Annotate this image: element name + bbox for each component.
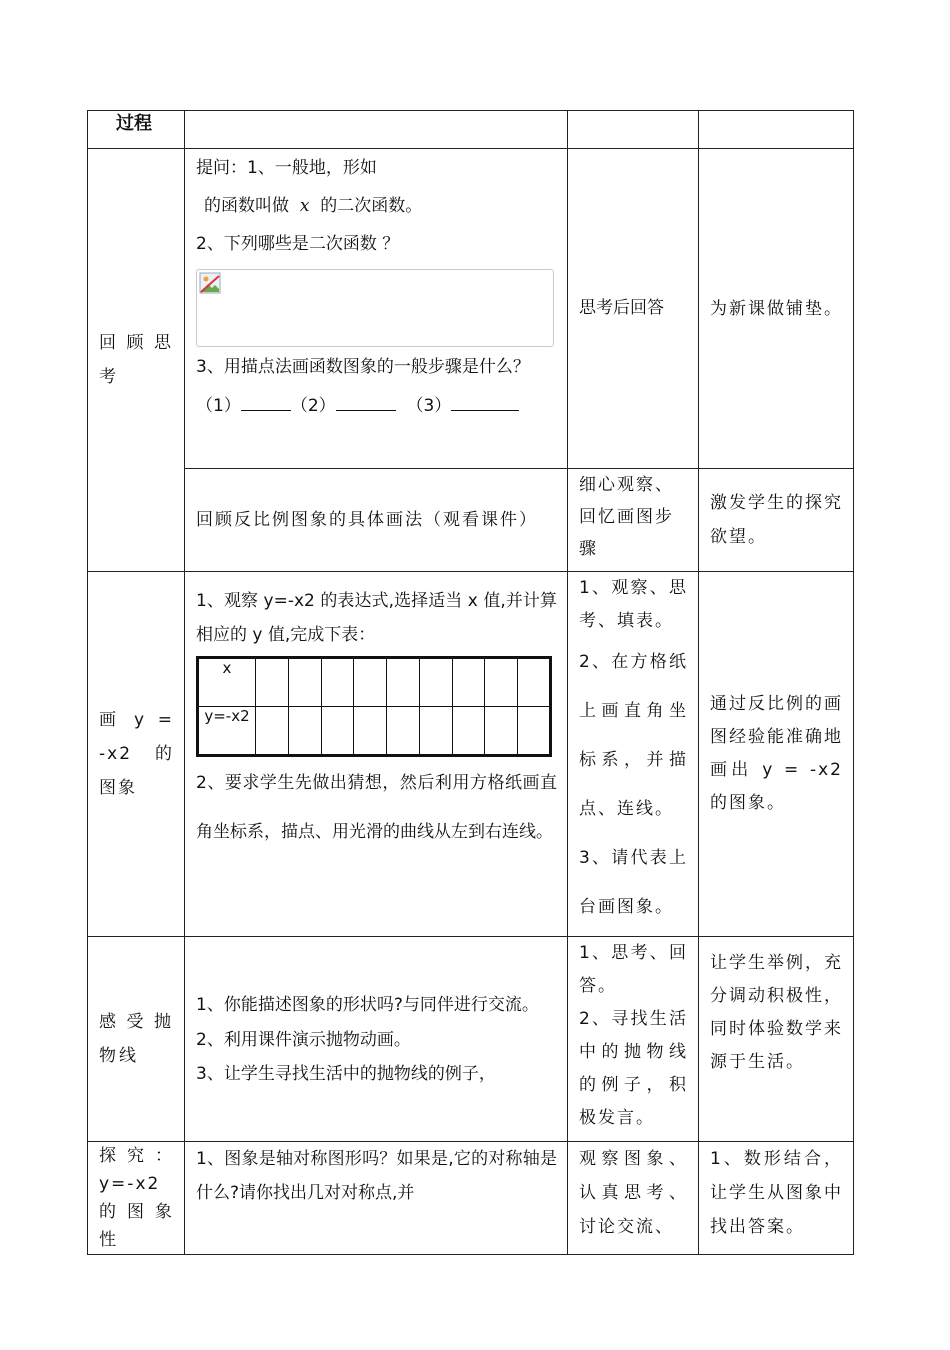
value-table-cell[interactable] <box>256 658 289 707</box>
purpose-cell-review <box>699 149 854 469</box>
content-cell-explore <box>185 1142 568 1255</box>
student-item-2: 2、在方格纸上画直角坐标系，并描点、连线。 <box>579 652 688 819</box>
question-1: 提问：1、一般地，形如 <box>196 158 377 178</box>
inverse-text: 回顾反比例图象的具体画法（观看课件） <box>196 510 538 530</box>
stage-cell-draw <box>88 572 185 937</box>
value-table-cell[interactable] <box>288 658 321 707</box>
value-table-cell[interactable] <box>321 707 354 756</box>
explore-text: 1、图象是轴对称图形吗？如果是,它的对称轴是什么?请你找出几对对称点,并 <box>196 1149 557 1203</box>
value-table-row-y <box>198 707 551 756</box>
value-table-cell[interactable] <box>354 658 387 707</box>
content-cell-review <box>185 149 568 469</box>
stage-label: 回顾思考 <box>99 333 174 387</box>
lesson-plan-table <box>87 110 854 1255</box>
student-item-1: 1、思考、回答。 <box>579 943 688 996</box>
blank-3 <box>451 390 519 411</box>
image-placeholder <box>196 269 554 347</box>
student-text: 思考后回答 <box>579 297 664 318</box>
review-row <box>88 149 854 469</box>
student-cell-parabola <box>568 937 699 1142</box>
question-1-text: 的函数叫做 <box>204 196 289 216</box>
parabola-item-1: 1、你能描述图象的形状吗?与同伴进行交流。 <box>196 995 539 1015</box>
student-cell-inverse <box>568 469 699 572</box>
student-cell-explore <box>568 1142 699 1255</box>
draw-block <box>185 572 567 861</box>
stage-label: 画 y = -x2 的图象 <box>99 710 174 798</box>
broken-image-icon <box>199 272 221 294</box>
purpose-text: 通过反比例的画图经验能准确地画出 y = -x2 的图象。 <box>710 694 843 813</box>
content-cell-inverse <box>185 469 568 572</box>
student-cell-review <box>568 149 699 469</box>
question-1-cont <box>196 187 557 225</box>
inverse-row <box>88 469 854 572</box>
stage-label: 探究：y=-x2 的图象性 <box>99 1146 174 1250</box>
value-table-y-label: y=-x2 <box>198 707 256 756</box>
explore-row <box>88 1142 854 1255</box>
step-1-label: （1） <box>196 396 241 416</box>
value-table-cell[interactable] <box>452 707 485 756</box>
step-3-label: （3） <box>406 396 452 416</box>
blank-1 <box>241 390 291 411</box>
stage-cell-review <box>88 149 185 572</box>
value-table-row-x <box>198 658 551 707</box>
question-block <box>185 149 567 429</box>
content-cell-parabola <box>185 937 568 1142</box>
purpose-text: 激发学生的探究欲望。 <box>710 493 843 547</box>
purpose-cell-inverse <box>699 469 854 572</box>
student-item-1: 1、观察、思考、填表。 <box>579 578 688 631</box>
student-text: 细心观察、回忆画图步骤 <box>579 475 674 559</box>
stage-cell-parabola <box>88 937 185 1142</box>
value-table-cell[interactable] <box>288 707 321 756</box>
header-empty-cell <box>568 111 699 149</box>
header-row <box>88 111 854 149</box>
value-table-cell[interactable] <box>518 707 551 756</box>
step-2-label: （2） <box>290 396 336 416</box>
value-table-cell[interactable] <box>419 707 452 756</box>
parabola-row <box>88 937 854 1142</box>
value-table-cell[interactable] <box>485 707 518 756</box>
header-empty-cell <box>185 111 568 149</box>
value-table-cell[interactable] <box>256 707 289 756</box>
value-table-x-label: x <box>198 658 256 707</box>
value-table-cell[interactable] <box>354 707 387 756</box>
student-item-3: 3、请代表上台画图象。 <box>579 848 688 917</box>
parabola-item-2: 2、利用课件演示抛物动画。 <box>196 1030 411 1050</box>
value-table-cell[interactable] <box>321 658 354 707</box>
steps-blanks <box>196 387 557 425</box>
value-table-cell[interactable] <box>387 658 420 707</box>
draw-item-2: 2、要求学生先做出猜想，然后利用方格纸画直角坐标系，描点、用光滑的曲线从左到右连线。 <box>196 773 557 842</box>
question-1-tail: 的二次函数。 <box>320 196 423 216</box>
purpose-cell-parabola <box>699 937 854 1142</box>
parabola-block <box>185 984 567 1094</box>
student-cell-draw <box>568 572 699 937</box>
student-list <box>568 937 698 1139</box>
purpose-cell-explore <box>699 1142 854 1255</box>
value-table-cell[interactable] <box>485 658 518 707</box>
draw-row <box>88 572 854 937</box>
stage-cell-explore <box>88 1142 185 1255</box>
header-stage-cell <box>88 111 185 149</box>
draw-item-1: 1、观察 y=-x2 的表达式,选择适当 x 值,并计算相应的 y 值,完成下表： <box>196 591 557 645</box>
value-table-cell[interactable] <box>518 658 551 707</box>
value-table-cell[interactable] <box>387 707 420 756</box>
parabola-item-3: 3、让学生寻找生活中的抛物线的例子， <box>196 1064 496 1084</box>
student-list <box>568 572 698 936</box>
purpose-text: 1、数形结合，让学生从图象中找出答案。 <box>710 1149 843 1237</box>
blank-2 <box>336 390 396 411</box>
value-table-cell[interactable] <box>452 658 485 707</box>
purpose-text: 为新课做铺垫。 <box>710 298 843 319</box>
student-item-2: 2、寻找生活中的抛物线的例子，积极发言。 <box>579 1009 688 1128</box>
header-label: 过程 <box>116 113 152 134</box>
value-table-cell[interactable] <box>419 658 452 707</box>
purpose-cell-draw <box>699 572 854 937</box>
content-cell-draw <box>185 572 568 937</box>
question-3: 3、用描点法画函数图象的一般步骤是什么？ <box>196 357 530 377</box>
question-1-var: x <box>299 196 310 216</box>
header-empty-cell <box>699 111 854 149</box>
student-text: 观察图象、认真思考、讨论交流、 <box>579 1149 688 1237</box>
question-2: 2、下列哪些是二次函数 ？ <box>196 234 400 254</box>
purpose-text: 让学生举例，充分调动积极性，同时体验数学来源于生活。 <box>710 953 843 1072</box>
value-table <box>196 656 552 757</box>
stage-label: 感受抛物线 <box>99 1012 174 1066</box>
